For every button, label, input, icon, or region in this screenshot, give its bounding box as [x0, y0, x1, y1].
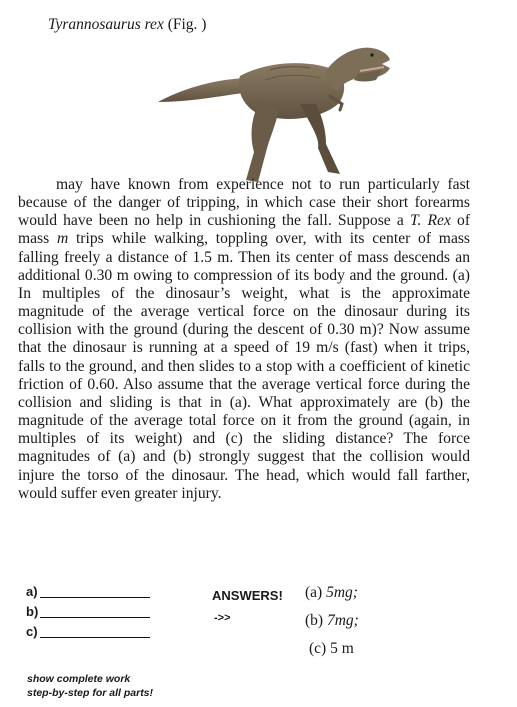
tyrannosaurus-rex-illustration	[150, 40, 400, 190]
caption-title: Tyrannosaurus rex	[48, 16, 164, 33]
figure-caption	[48, 16, 206, 34]
mass-symbol: m	[56, 230, 69, 248]
note-line-1: show complete work	[27, 673, 131, 685]
problem-part-1: may have known from experience not to run particularly fast because of the danger of tripping, in which case their short forearms would have been no help in cushioning the fall. Suppose a	[18, 176, 470, 230]
problem-part-2: of mass	[18, 212, 471, 248]
answer-label-c: c)	[26, 624, 38, 639]
answer-blank-c	[40, 637, 150, 638]
answer-blank-b	[40, 617, 150, 618]
problem-text	[18, 176, 470, 503]
answer-a	[305, 584, 358, 602]
answer-label-a: a)	[26, 584, 38, 599]
answer-b-value: 7mg;	[326, 612, 359, 629]
answer-c-value: 5 m	[330, 640, 354, 657]
answers-heading: ANSWERS!	[212, 588, 283, 603]
answer-label-b: b)	[26, 604, 39, 619]
answers-arrow: ->>	[214, 612, 231, 624]
note-line-2: step-by-step for all parts!	[27, 687, 154, 699]
answer-b	[305, 612, 359, 630]
answer-c	[309, 640, 354, 658]
t-rex-name: T. Rex	[409, 212, 451, 230]
answer-b-label: (b)	[305, 612, 324, 629]
answer-c-label: (c)	[309, 640, 327, 657]
caption-fig: (Fig. )	[167, 16, 207, 33]
answer-a-label: (a)	[305, 584, 323, 601]
instruction-note	[27, 672, 153, 700]
problem-part-3: trips while walking, toppling over, with its center of mass falling freely a distance of 1.5 m. Then its center of mass descends an additional 0.30 m owing to compression of its body and the ground. (a) In multiples of the dinosaur’s weight, what is the approximate magnitude of the average vertical force on the dinosaur during its collision with the ground (during the descent of 0.30 m)? Now assume that the dinosaur is running at a speed of 19 m/s (fast) when it trips, falls to the ground, and then slides to a stop with a coefficient of kinetic friction of 0.60. Also assume that the average vertical force during the collision and sliding is that in (a). What approximately are (b) the magnitude of the average total force on it from the ground (again, in multiples of its weight) and (c) the sliding distance? The force magnitudes of (a) and (b) strongly suggest that the collision would injure the torso of the dinosaur. The head, which would fall farther, would suffer even greater injury.	[18, 230, 470, 502]
answer-a-value: 5mg;	[326, 584, 358, 601]
answer-blank-a	[40, 597, 150, 598]
